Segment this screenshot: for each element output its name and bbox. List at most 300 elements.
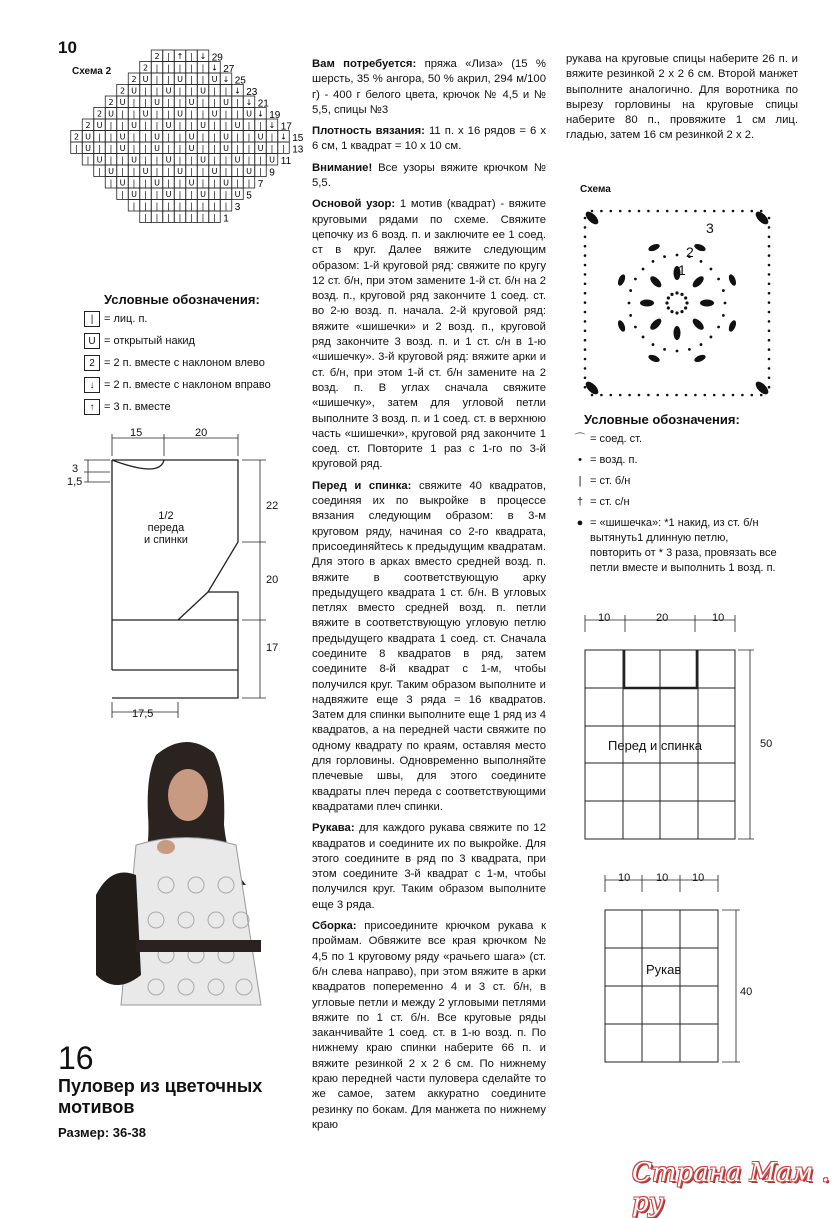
motif-stitch — [591, 394, 594, 397]
page-number: 10 — [58, 38, 77, 57]
pattern-dim-bottom: 17,5 — [132, 708, 154, 720]
chart-cell-symbol: | — [213, 190, 216, 199]
chart-cell-symbol: | — [213, 155, 216, 165]
main-body: 1 мотив (квадрат) - вяжите круговыми рядами по схеме. Свяжите цепочку из 6 возд. п. и заключите ее 1 соед. ст в круг. Далее вяжите следующим образом: 1-й круговой ряд: свяжите по кругу 12 ст. б/н, при этом замените 1-й ст. б/н на 2 возд. п., круговой ряд закончите 1 соед. ст. во 2-ю возд. п. начала. 2-й круговой ряд: вяжите «шишечки» и 2 возд. п., круговой ряд закончите 3 возд. п. и 1 ст. с/н в 1-ю «шишечку». 3-й круговой ряд: вяжите арки и ст. б/н, при этом 1-й ст. б/н замените на 2 возд. п. В углах сначала свяжите «шишечку», затем для угловой петли выполните 3 возд. п. и 1 соед. ст. в верхнюю часть «шишечки», круговой ряд закончите 1 соед. ст. Повторите 1 раз с 1-го по 3-й круговой ряд. — [312, 198, 546, 471]
chart-cell-symbol: | — [190, 109, 193, 119]
motif-stitch — [628, 210, 631, 213]
chart-cell-symbol: | — [132, 201, 136, 211]
motif-stitch — [768, 311, 771, 314]
chain-icon: • — [578, 454, 582, 466]
motif-stitch — [610, 394, 613, 397]
motif-stitch — [704, 210, 707, 213]
chart-cell-symbol: | — [121, 190, 124, 199]
chart-cell-symbol: U — [188, 98, 195, 107]
k3tog-icon: ↑ — [84, 399, 100, 415]
chart-cell-symbol: | — [155, 190, 159, 199]
motif-stitch — [768, 245, 771, 248]
chart-cell-symbol: | — [224, 201, 228, 211]
motif-stitch — [768, 348, 771, 351]
motif-stitch — [694, 394, 697, 397]
chart-row-number: 7 — [257, 179, 264, 190]
scheme2-chart — [60, 48, 310, 284]
pattern-dim-top-right: 20 — [195, 427, 208, 439]
chart-cell-symbol: U — [154, 144, 160, 153]
motif-stitch — [652, 343, 655, 346]
motif-stitch — [768, 320, 771, 323]
chart-cell-symbol: U — [246, 109, 252, 119]
motif-diagram — [582, 208, 772, 398]
motif-stitch — [628, 394, 631, 397]
grid1-top-3: 10 — [712, 612, 725, 624]
legend-label: = возд. п. — [590, 454, 638, 466]
motif-stitch — [700, 343, 703, 346]
chart-cell-symbol: U — [165, 155, 172, 165]
motif-stitch — [684, 306, 687, 309]
legend-left-list — [84, 308, 271, 418]
chart-cell-symbol: | — [178, 190, 182, 199]
motif-stitch — [657, 210, 660, 213]
motif-stitch — [704, 394, 707, 397]
yarnover-icon: U — [84, 333, 100, 349]
k2tog-right-icon: ↓ — [84, 377, 100, 393]
motif-bobble — [693, 353, 706, 363]
motif-stitch — [667, 296, 670, 299]
chart-cell-symbol: U — [154, 132, 160, 142]
motif-stitch — [666, 210, 669, 213]
sleeves-body: для каждого рукава свяжите по 12 квадратов и соедините их по выкройке. Для этого соедините в ряд по 3 квадрата, при этом соедините 3-й квадрат с 1-м, чтобы получился круг. Таким образом выполните еще 3 ряда. — [312, 822, 546, 911]
legend-item-sc — [570, 474, 780, 489]
chart-cell-symbol: | — [190, 75, 193, 84]
motif-stitch — [760, 210, 763, 213]
motif-stitch — [751, 394, 754, 397]
chart-cell-symbol: | — [144, 190, 147, 199]
sleeves-paragraph — [312, 821, 546, 913]
motif-stitch — [584, 264, 587, 267]
chart-cell-symbol: U — [131, 121, 137, 130]
motif-stitch — [722, 314, 725, 317]
motif-stitch — [667, 306, 670, 309]
chart-cell-symbol: | — [132, 167, 136, 176]
chart-cell-symbol: | — [247, 144, 251, 153]
motif-stitch — [768, 236, 771, 239]
scheme2-caption: Схема 2 — [72, 66, 112, 77]
chart-cell-symbol: | — [155, 75, 159, 84]
motif-stitch — [584, 311, 587, 314]
chart-row-number: 3 — [234, 202, 241, 213]
chart-cell-symbol: | — [190, 167, 193, 176]
chart-cell-symbol: 2 — [73, 132, 80, 142]
motif-stitch — [665, 301, 668, 304]
motif-stitch — [768, 254, 771, 257]
knit-icon: | — [84, 311, 100, 327]
chart-cell-symbol: | — [178, 155, 182, 165]
chart-cell-symbol: | — [144, 121, 147, 130]
chart-cell-symbol: | — [109, 121, 113, 130]
motif-stitch — [768, 339, 771, 342]
motif-bobble — [674, 326, 681, 340]
motif-stitch — [670, 293, 673, 296]
motif-stitch — [713, 210, 716, 213]
motif-stitch — [629, 314, 632, 317]
motif-stitch — [732, 394, 735, 397]
motif-stitch — [768, 358, 771, 361]
chart-cell-symbol: | — [282, 144, 285, 153]
motif-number-3: 3 — [706, 220, 714, 236]
chart-cell-symbol: | — [144, 201, 147, 211]
grid2-side: 40 — [740, 986, 753, 998]
chart-cell-symbol: U — [188, 178, 195, 188]
motif-stitch — [768, 367, 771, 370]
motif-stitch — [584, 217, 587, 220]
motif-stitch — [584, 226, 587, 229]
motif-stitch — [710, 268, 713, 271]
motif-stitch — [584, 367, 587, 370]
motif-bobble — [691, 274, 706, 289]
chart-cell-symbol: ↓ — [222, 75, 230, 84]
motif-stitch — [680, 293, 683, 296]
chart-cell-symbol: | — [236, 132, 239, 142]
chart-cell-symbol: | — [201, 109, 205, 119]
chart-cell-symbol: | — [190, 63, 193, 73]
chart-cell-symbol: | — [167, 178, 170, 188]
chart-cell-symbol: | — [155, 109, 159, 119]
chart-cell-symbol: | — [178, 98, 182, 107]
pattern-dim-22: 22 — [266, 500, 279, 512]
chart-cell-symbol: U — [188, 144, 195, 153]
motif-stitch — [760, 394, 763, 397]
motif-stitch — [722, 210, 725, 213]
model-photo — [96, 735, 276, 1035]
motif-stitch — [684, 296, 687, 299]
pattern-label-line: переда — [147, 522, 185, 534]
motif-stitch — [717, 278, 720, 281]
chart-cell-symbol: U — [246, 167, 252, 176]
motif-bobble — [616, 319, 626, 332]
chart-cell-symbol: U — [200, 86, 206, 96]
motif-stitch — [741, 210, 744, 213]
motif-caption: Схема — [580, 184, 611, 195]
density-paragraph — [312, 124, 546, 155]
product-title-line: мотивов — [58, 1097, 135, 1117]
chart-cell-symbol: U — [257, 132, 264, 142]
instructions-continued — [566, 52, 798, 150]
motif-stitch — [732, 210, 735, 213]
chart-cell-symbol: U — [85, 144, 91, 153]
motif-stitch — [768, 292, 771, 295]
chart-cell-symbol: ↓ — [199, 52, 207, 61]
grid1-top-2: 20 — [656, 612, 669, 624]
motif-stitch — [663, 348, 666, 351]
chart-cell-symbol: | — [213, 86, 216, 96]
chart-row-number: 5 — [246, 190, 252, 202]
chart-cell-symbol: | — [121, 167, 124, 176]
chart-cell-symbol: U — [188, 132, 195, 142]
chart-cell-symbol: U — [223, 98, 229, 107]
chart-cell-symbol: | — [236, 178, 239, 188]
motif-stitch — [694, 210, 697, 213]
motif-bobble — [754, 380, 771, 397]
motif-bobble — [647, 242, 660, 252]
chart-cell-symbol: | — [178, 213, 182, 222]
slip-stitch-icon: ⌒ — [574, 433, 586, 445]
chart-row-number: 27 — [223, 64, 235, 75]
motif-stitch — [584, 377, 587, 380]
chart-row-number: 15 — [292, 133, 304, 144]
motif-bobble — [616, 273, 626, 286]
chart-cell-symbol: | — [178, 201, 182, 211]
legend-item-slipstitch — [570, 432, 780, 447]
chart-cell-symbol: | — [167, 201, 170, 211]
continued-paragraph: рукава на круговые спицы наберите 26 п. и вяжите резинкой 2 х 2 6 см. Второй манжет выполните аналогично. Для воротника по вырезу горловины на круговые спицы наберите 80 п., провяжите 1 см лиц. гладью, затем 16 см резинкой 2 х 2. — [566, 53, 798, 142]
chart-cell-symbol: | — [270, 132, 274, 142]
legend-item-dc — [570, 495, 780, 510]
chart-cell-symbol: U — [223, 178, 229, 188]
chart-cell-symbol: | — [190, 201, 193, 211]
motif-stitch — [584, 283, 587, 286]
pattern-label-line: и спинки — [144, 534, 188, 546]
chart-cell-symbol: | — [247, 155, 251, 165]
motif-stitch — [768, 377, 771, 380]
chart-cell-symbol: U — [211, 167, 218, 176]
chart-row-number: 21 — [257, 98, 269, 110]
chart-cell-symbol: | — [155, 121, 159, 130]
motif-bobble — [693, 242, 706, 252]
chart-cell-symbol: | — [132, 178, 136, 188]
chart-cell-symbol: U — [234, 155, 241, 165]
single-crochet-icon: | — [578, 475, 582, 487]
chart-cell-symbol: | — [270, 144, 274, 153]
motif-bobble — [700, 300, 714, 307]
chart-cell-symbol: U — [234, 190, 241, 199]
chart-cell-symbol: | — [144, 86, 147, 96]
chart-cell-symbol: U — [200, 121, 206, 130]
motif-stitch — [642, 336, 645, 339]
chart-cell-symbol: | — [247, 121, 251, 130]
chart-cell-symbol: | — [121, 121, 124, 130]
chart-cell-symbol: | — [178, 144, 182, 153]
motif-stitch — [619, 210, 622, 213]
front-body: свяжите 40 квадратов, соединяя их по выкройке в процессе вязания следующим образом: в 3-м круговом ряду, начиная со 2-го квадрата, присоединяйтесь к предыдущим квадратам. Для этого в арках вместо средней возд. п. вяжите в соответствующую арку предыдущего квадрата 1 ст. б/н. В угловых петлях вместо средней возд. п. петли вяжите в соответствующую угловую петлю предыдущего квадрата 1 соед. ст. Сначала соедините 8 квадратов в ряд, затем соедините 8-й квадрат с 1-м, чтобы получился круг. Таким образом выполните и надвяжите еще 3 ряда = 16 квадратов. Затем для спинки выполните еще 1 ряд из 4 квадратов, а на передней части свяжите по одному квадрату по краям, оставляя место для горловины. Одновременно выполняйте плечевые швы, для этого соедините квадраты плеч переда с соответствующими квадратами плеч спинки. — [312, 479, 546, 813]
chart-cell-symbol: | — [236, 98, 239, 107]
chart-cell-symbol: | — [178, 132, 182, 142]
legend-label: = открытый накид — [104, 335, 195, 347]
chart-cell-symbol: | — [190, 190, 193, 199]
chart-cell-symbol: | — [132, 98, 136, 107]
chart-cell-symbol: 2 — [85, 121, 91, 130]
legend-label: = соед. ст. — [590, 433, 643, 445]
chart-cell-symbol: | — [109, 132, 113, 142]
bobble-icon: ● — [576, 517, 584, 529]
chart-cell-symbol: | — [224, 155, 228, 165]
chart-cell-symbol: U — [96, 121, 103, 130]
chart-cell-symbol: | — [167, 144, 170, 153]
chart-cell-symbol: U — [131, 155, 137, 165]
motif-stitch — [591, 210, 594, 213]
motif-stitch — [647, 210, 650, 213]
chart-cell-symbol: 2 — [142, 63, 149, 73]
product-title-line: Пуловер из цветочных — [58, 1076, 263, 1096]
sleeves-label: Рукава: — [312, 822, 355, 835]
chart-cell-symbol: 2 — [119, 86, 126, 96]
chart-cell-symbol: | — [144, 144, 147, 153]
chart-cell-symbol: | — [109, 144, 113, 153]
chart-cell-symbol: | — [178, 86, 182, 96]
chart-cell-symbol: U — [131, 190, 137, 199]
chart-cell-symbol: | — [144, 213, 147, 222]
chart-cell-symbol: | — [132, 109, 136, 119]
pattern-label — [144, 510, 188, 546]
chart-cell-symbol: U — [119, 178, 126, 188]
chart-cell-symbol: | — [109, 155, 113, 165]
chart-cell-symbol: U — [131, 86, 137, 96]
chart-cell-symbol: U — [223, 132, 229, 142]
chart-cell-symbol: U — [154, 178, 160, 188]
legend-item-k2tog-left — [84, 352, 271, 374]
motif-stitch — [628, 302, 631, 305]
chart-cell-symbol: | — [144, 132, 147, 142]
chart-cell-symbol: | — [98, 167, 101, 176]
chart-cell-symbol: | — [224, 190, 228, 199]
chart-cell-symbol: ↑ — [176, 52, 184, 61]
chart-cell-symbol: | — [109, 178, 113, 188]
pattern-dim-17: 17 — [266, 642, 279, 654]
motif-stitch — [584, 301, 587, 304]
chart-cell-symbol: U — [211, 75, 218, 84]
motif-stitch — [652, 260, 655, 263]
motif-stitch — [722, 394, 725, 397]
chart-cell-symbol: | — [167, 213, 170, 222]
motif-stitch — [685, 394, 688, 397]
chart-cell-symbol: | — [201, 132, 205, 142]
motif-bobble — [691, 317, 706, 332]
chart-cell-symbol: 2 — [108, 98, 114, 107]
chart-cell-symbol: | — [178, 63, 182, 73]
chart-cell-symbol: | — [190, 213, 193, 222]
product-size: Размер: 36-38 — [58, 1125, 147, 1140]
motif-stitch — [584, 273, 587, 276]
chart-cell-symbol: | — [213, 132, 216, 142]
motif-stitch — [584, 320, 587, 323]
grid1-top-1: 10 — [598, 612, 611, 624]
assembly-label: Сборка: — [312, 920, 357, 933]
chart-cell-symbol: | — [155, 63, 159, 73]
chart-cell-symbol: | — [201, 213, 205, 222]
legend-label: = 3 п. вместе — [104, 401, 171, 413]
chart-cell-symbol: U — [177, 75, 183, 84]
motif-stitch — [724, 302, 727, 305]
legend-item-bobble — [570, 516, 780, 576]
motif-stitch — [741, 394, 744, 397]
chart-cell-symbol: U — [142, 167, 149, 176]
motif-stitch — [584, 386, 587, 389]
chart-cell-symbol: | — [178, 178, 182, 188]
legend-item-k3tog — [84, 396, 271, 418]
motif-stitch — [768, 301, 771, 304]
chart-cell-symbol: | — [155, 155, 159, 165]
double-crochet-icon: † — [576, 496, 584, 508]
motif-stitch — [768, 330, 771, 333]
chart-cell-symbol: 2 — [154, 52, 160, 61]
chart-cell-symbol: | — [132, 144, 136, 153]
motif-stitch — [584, 245, 587, 248]
motif-stitch — [768, 226, 771, 229]
motif-stitch — [584, 348, 587, 351]
chart-cell-symbol: ↓ — [211, 63, 218, 73]
motif-stitch — [710, 336, 713, 339]
chart-cell-symbol: | — [155, 167, 159, 176]
grid1-label: Перед и спинка — [608, 738, 703, 753]
chart-cell-symbol: | — [201, 167, 205, 176]
chart-row-number: 19 — [269, 110, 281, 121]
front-label: Перед и спинка: — [312, 479, 412, 492]
chart-cell-symbol: ↓ — [268, 121, 276, 130]
motif-number-1: 1 — [678, 262, 686, 278]
chart-cell-symbol: | — [121, 155, 124, 165]
pattern-dim-15: 1,5 — [67, 476, 83, 488]
instructions-column — [312, 57, 546, 1139]
motif-bobble — [648, 317, 663, 332]
chart-cell-symbol: U — [85, 132, 91, 142]
chart-cell-symbol: U — [119, 98, 126, 107]
pattern-label-line: 1/2 — [158, 510, 174, 522]
chart-cell-symbol: | — [190, 52, 193, 61]
chart-cell-symbol: | — [224, 121, 228, 130]
chart-cell-symbol: | — [201, 178, 205, 188]
motif-stitch — [700, 260, 703, 263]
motif-stitch — [768, 217, 771, 220]
legend-left-title: Условные обозначения: — [104, 292, 260, 307]
motif-stitch — [584, 254, 587, 257]
attention-body: Все узоры вяжите крючком № 5,5. — [312, 161, 546, 190]
chart-cell-symbol: U — [119, 132, 126, 142]
chart-cell-symbol: | — [190, 86, 193, 96]
motif-stitch — [768, 273, 771, 276]
chart-cell-symbol: U — [234, 121, 241, 130]
motif-stitch — [642, 268, 645, 271]
motif-stitch — [768, 264, 771, 267]
motif-stitch — [634, 278, 637, 281]
motif-stitch — [657, 394, 660, 397]
motif-stitch — [619, 394, 622, 397]
legend-label: = лиц. п. — [104, 313, 148, 325]
chart-cell-symbol: | — [86, 155, 90, 165]
attention-label: Внимание! — [312, 161, 373, 174]
chart-row-number: 25 — [234, 75, 246, 87]
attention-paragraph — [312, 161, 546, 192]
front-back-grid — [578, 612, 778, 852]
chart-cell-symbol: U — [200, 190, 206, 199]
grid2-top-2: 10 — [656, 872, 669, 884]
chart-cell-symbol: | — [167, 167, 170, 176]
motif-stitch — [675, 291, 678, 294]
chart-cell-symbol: | — [247, 132, 251, 142]
motif-stitch — [584, 339, 587, 342]
needs-label: Вам потребуется: — [312, 58, 417, 70]
motif-stitch — [629, 289, 632, 292]
chart-row-number: 9 — [269, 167, 275, 179]
motif-stitch — [675, 210, 678, 213]
pattern-dim-20: 20 — [266, 574, 279, 586]
chart-cell-symbol: | — [178, 121, 182, 130]
chart-cell-symbol: U — [200, 155, 206, 165]
chart-cell-symbol: U — [177, 167, 183, 176]
chart-cell-symbol: | — [259, 155, 262, 165]
motif-stitch — [584, 358, 587, 361]
chart-row-number: 29 — [211, 52, 223, 64]
main-pattern-paragraph — [312, 197, 546, 472]
chart-cell-symbol: | — [155, 201, 159, 211]
k2tog-left-icon: 2 — [84, 355, 100, 371]
